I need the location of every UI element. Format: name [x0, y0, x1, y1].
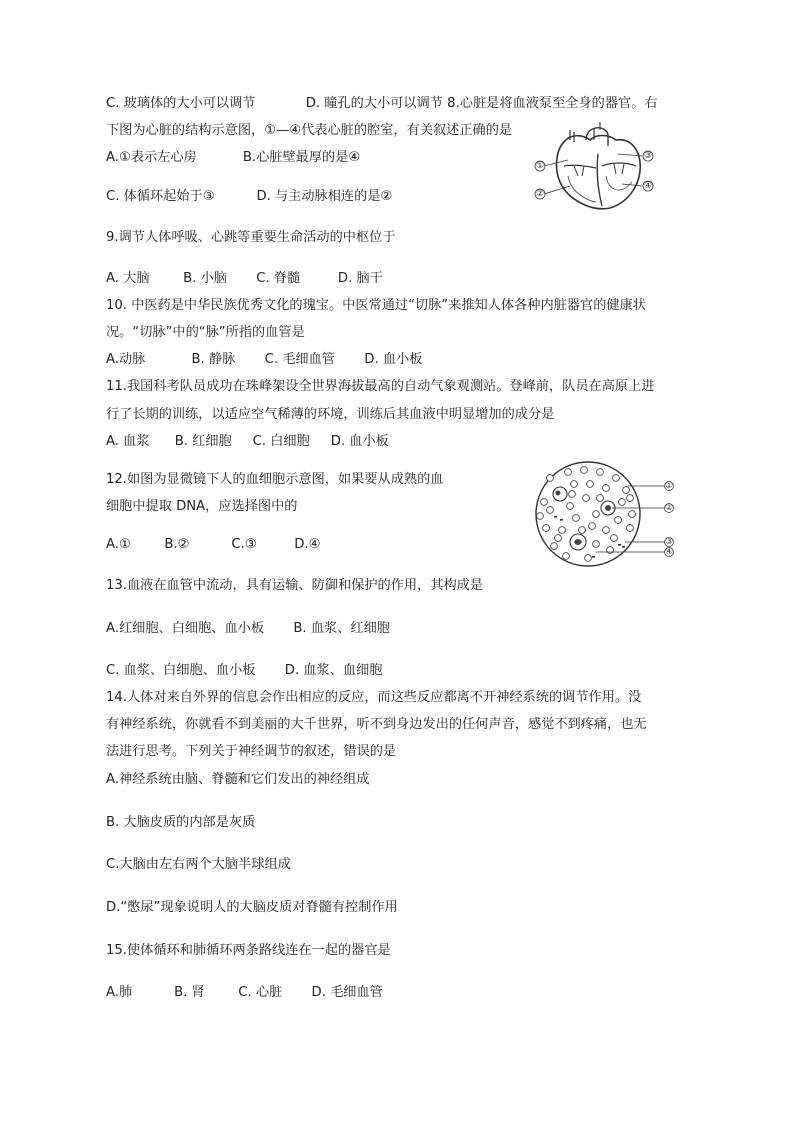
red-blood-cell	[559, 527, 566, 534]
text-line: 12.如图为显微镜下人的血细胞示意图，如果要从成熟的血	[106, 472, 444, 487]
text-line: B. 大脑皮质的内部是灰质	[106, 815, 256, 830]
red-blood-cell	[607, 547, 614, 554]
figure-label: ②	[535, 189, 545, 199]
red-blood-cell	[623, 487, 630, 494]
figure-label: ③	[643, 151, 653, 161]
text-line: 10. 中医药是中华民族优秀文化的瑰宝。中医常通过“切脉”来推知人体各种内脏器官的健康状	[106, 298, 646, 313]
red-blood-cell	[547, 507, 554, 514]
red-blood-cell	[619, 499, 626, 506]
text-line: 况。“切脉”中的“脉”所指的血管是	[106, 325, 305, 340]
text-line: D.“憋尿”现象说明人的大脑皮质对脊髓有控制作用	[106, 900, 398, 915]
red-blood-cell	[597, 469, 604, 476]
figure-label: ④	[643, 181, 653, 191]
text-line: A. 血浆 B. 红细胞 C. 白细胞 D. 血小板	[106, 434, 389, 449]
text-line: A.① B.② C.③ D.④	[106, 537, 321, 552]
red-blood-cell	[537, 513, 544, 520]
text-line: A.动脉 B. 静脉 C. 毛细血管 D. 血小板	[106, 352, 423, 367]
red-blood-cell	[555, 535, 562, 542]
text-line: C. 体循环起始于③ D. 与主动脉相连的是②	[106, 189, 393, 204]
red-blood-cell	[593, 541, 600, 548]
red-blood-cell	[579, 527, 586, 534]
text-line: A.神经系统由脑、脊髓和它们发出的神经组成	[106, 772, 370, 787]
text-line: C.大脑由左右两个大脑半球组成	[106, 857, 291, 872]
text-line: 11.我国科考队员成功在珠峰架设全世界海拔最高的自动气象观测站。登峰前，队员在高原上进	[106, 379, 655, 394]
red-blood-cell	[563, 553, 570, 560]
text-line: 9.调节人体呼吸、心跳等重要生命活动的中枢位于	[106, 230, 396, 245]
red-blood-cell	[583, 495, 590, 502]
red-blood-cell	[573, 515, 580, 522]
blood-cell-diagram	[530, 458, 680, 570]
red-blood-cell	[567, 503, 574, 510]
red-blood-cell	[611, 535, 618, 542]
text-line: 下图为心脏的结构示意图，①—④代表心脏的腔室，有关叙述正确的是	[106, 123, 513, 138]
red-blood-cell	[571, 481, 578, 488]
text-line: 15.使体循环和肺循环两条路线连在一起的器官是	[106, 943, 391, 958]
text-line: C. 血浆、白细胞、血小板 D. 血浆、血细胞	[106, 663, 383, 678]
text-line: A.肺 B. 肾 C. 心脏 D. 毛细血管	[106, 985, 383, 1000]
red-blood-cell	[603, 485, 610, 492]
figure-label: ④	[664, 547, 674, 557]
text-line: A.①表示左心房 B.心脏壁最厚的是④	[106, 150, 361, 165]
figure-label: ①	[664, 481, 674, 491]
red-blood-cell	[589, 523, 596, 530]
text-line: 13.血液在血管中流动，具有运输、防御和保护的作用，其构成是	[106, 578, 484, 593]
red-blood-cell	[603, 527, 610, 534]
red-blood-cell	[569, 491, 576, 498]
text-line: 行了长期的训练，以适应空气稀薄的环境，训练后其血液中明显增加的成分是	[106, 407, 555, 422]
red-blood-cell	[541, 499, 548, 506]
red-blood-cell	[543, 525, 550, 532]
red-blood-cell	[629, 511, 636, 518]
red-blood-cell	[593, 511, 600, 518]
heart-diagram	[534, 120, 660, 216]
red-blood-cell	[581, 467, 588, 474]
figure-label: ②	[664, 503, 674, 513]
red-blood-cell	[587, 481, 594, 488]
figure-label: ①	[535, 161, 545, 171]
red-blood-cell	[585, 555, 592, 562]
figure-label: ③	[664, 537, 674, 547]
red-blood-cell	[565, 469, 572, 476]
red-blood-cell	[547, 475, 554, 482]
text-line: 细胞中提取 DNA，应选择图中的	[106, 499, 298, 514]
red-blood-cell	[597, 495, 604, 502]
red-blood-cell	[627, 495, 634, 502]
text-line: A.红细胞、白细胞、血小板 B. 血浆、红细胞	[106, 621, 390, 636]
red-blood-cell	[615, 517, 622, 524]
red-blood-cell	[627, 525, 634, 532]
text-line: C. 玻璃体的大小可以调节 D. 瞳孔的大小可以调节 8.心脏是将血液泵至全身的器官。右	[106, 96, 658, 111]
red-blood-cell	[613, 475, 620, 482]
red-blood-cell	[551, 543, 558, 550]
text-line: 法进行思考。下列关于神经调节的叙述，错误的是	[106, 744, 397, 759]
text-line: A. 大脑 B. 小脑 C. 脊髓 D. 脑干	[106, 271, 383, 286]
text-line: 14.人体对来自外界的信息会作出相应的反应，而这些反应都离不开神经系统的调节作用。没	[106, 690, 642, 705]
text-line: 有神经系统，你就看不到美丽的大千世界，听不到身边发出的任何声音，感觉不到疼痛，也无	[106, 717, 647, 732]
